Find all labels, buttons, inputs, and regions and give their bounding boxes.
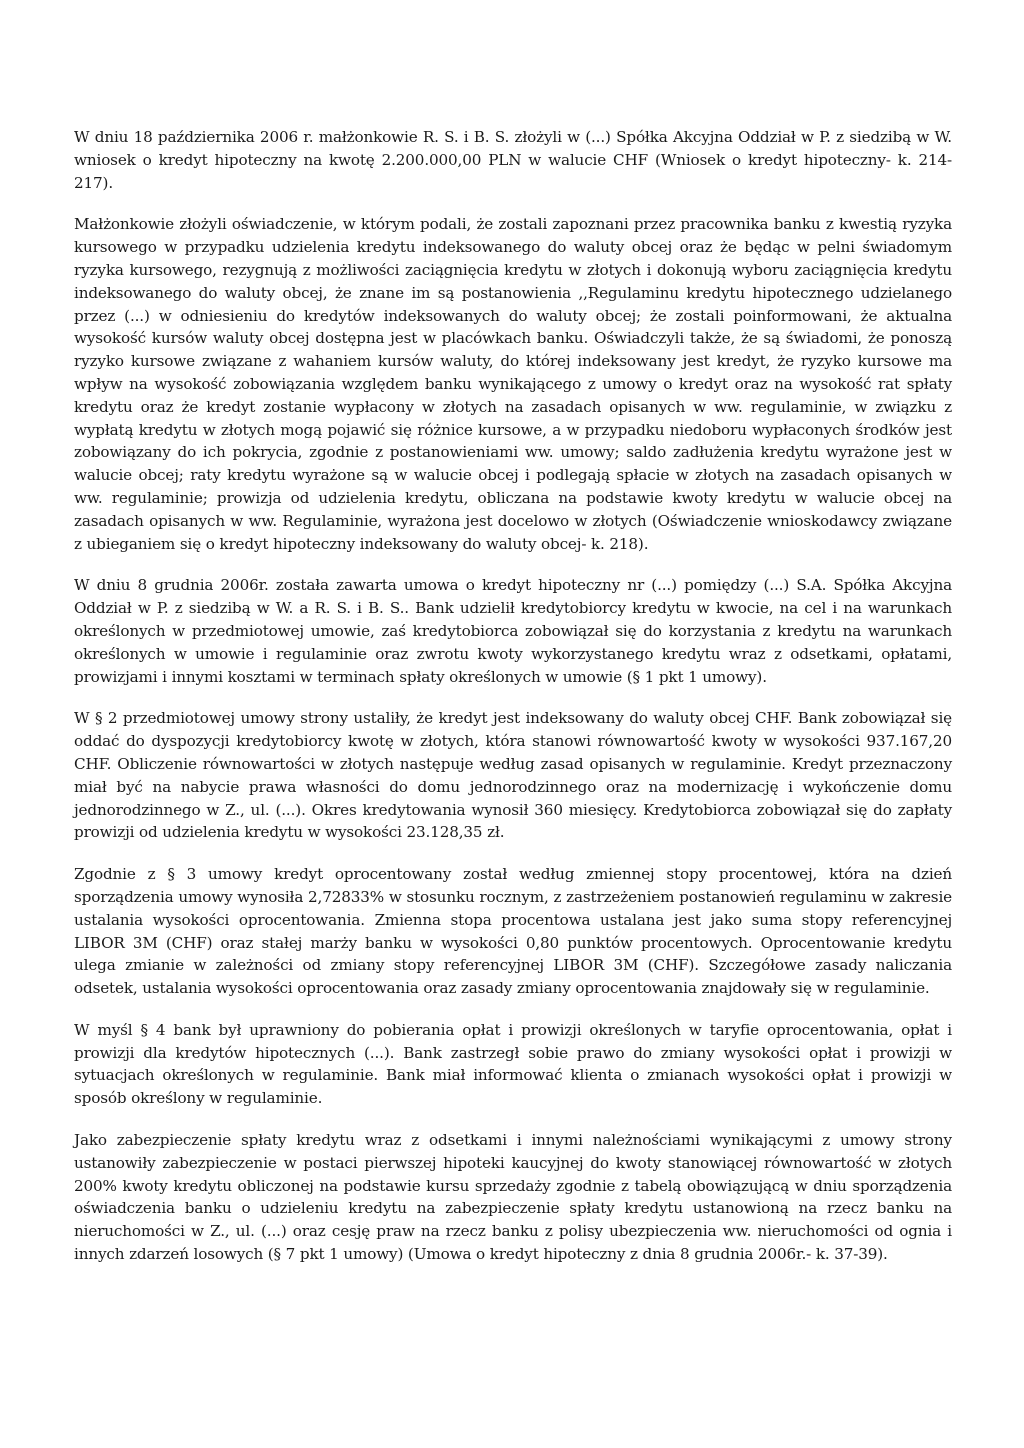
paragraph-contract-conclusion: W dniu 8 grudnia 2006r. została zawarta umowa o kredyt hipoteczny nr (...) pomiędzy (...) S.A. Spółka Akcyjna Oddział w P. z siedzibą w W. a R. S. i B. S.. Bank udzielił kredytobiorcy kredytu w kwocie, na cel i na warunkach określonych w przedmiotowej umowie, zaś kredytobiorca zobowiązał się do korzystania z kredytu na warunkach określonych w umowie i regulaminie oraz zwrotu kwoty wykorzystanego kredytu wraz z odsetkami, opłatami, prowizjami i innymi kosztami w terminach spłaty określonych w umowie (§ 1 pkt 1 umowy). [74, 576, 952, 686]
paragraph-fees: W myśl § 4 bank był uprawniony do pobierania opłat i prowizji określonych w taryfie oprocentowania, opłat i prowizji dla kredytów hipotecznych (...). Bank zastrzegł sobie prawo do zmiany wysokości opłat i prowizji w sytuacjach określonych w regulaminie. Bank miał informować klienta o zmianach wysokości opłat i prowizji w sposób określony w regulaminie. [74, 1020, 952, 1108]
paragraph-declaration: Małżonkowie złożyli oświadczenie, w którym podali, że zostali zapoznani przez pracownika banku z kwestią ryzyka kursowego w przypadku udzielenia kredytu indeksowanego do waluty obcej oraz że będąc w pelni świadomym ryzyka kursowego, rezygnują z możliwości zaciągnięcia kredytu w złotych i dokonują wyboru zaciągnięcia kredytu indeksowanego do waluty obcej, że znane im są postanowienia ,,Regulaminu kredytu hipotecznego udzielanego przez (...) w odniesieniu do kredytów indeksowanych do waluty obcej; że zostali poinformowani, że aktualna wysokość kursów waluty obcej dostępna jest w placówkach banku. Oświadczyli także, że są świadomi, że ponoszą ryzyko kursowe związane z wahaniem kursów waluty, do której indeksowany jest kredyt, że ryzyko kursowe ma wpływ na wysokość zobowiązania względem banku wynikającego z umowy o kredyt oraz na wysokość rat spłaty kredytu oraz że kredyt zostanie wypłacony w złotych na zasadach opisanych w ww. regulaminie, w związku z wypłatą kredytu w złotych mogą pojawić się różnice kursowe, a w przypadku niedoboru wypłaconych środków jest zobowiązany do ich pokrycia, zgodnie z postanowieniami ww. umowy; saldo zadłużenia kredytu wyrażone jest w walucie obcej; raty kredytu wyrażone są w walucie obcej i podlegają spłacie w złotych na zasadach opisanych w ww. regulaminie; prowizja od udzielenia kredytu, obliczana na podstawie kwoty kredytu w walucie obcej na zasadach opisanych w ww. Regulaminie, wyrażona jest docelowo w złotych (Oświadczenie wnioskodawcy związane z ubieganiem się o kredyt hipoteczny indeksowany do waluty obcej- k. 218). [74, 215, 952, 553]
paragraph-interest-rate: Zgodnie z § 3 umowy kredyt oprocentowany został według zmiennej stopy procentowej, która na dzień sporządzenia umowy wynosiła 2,72833% w stosunku rocznym, z zastrzeżeniem postanowień regulaminu w zakresie ustalania wysokości oprocentowania. Zmienna stopa procentowa ustalana jest jako suma stopy referencyjnej LIBOR 3M (CHF) oraz stałej marży banku w wysokości 0,80 punktów procentowych. Oprocentowanie kredytu ulega zmianie w zależności od zmiany stopy referencyjnej LIBOR 3M (CHF). Szczegółowe zasady naliczania odsetek, ustalania wysokości oprocentowania oraz zasady zmiany oprocentowania znajdowały się w regulaminie. [74, 865, 952, 998]
paragraph-security: Jako zabezpieczenie spłaty kredytu wraz z odsetkami i innymi należnościami wynikającymi z umowy strony ustanowiły zabezpieczenie w postaci pierwszej hipoteki kaucyjnej do kwoty stanowiącej równowartość w złotych 200% kwoty kredytu obliczonej na podstawie kursu sprzedaży zgodnie z tabelą obowiązującą w dniu sporządzenia oświadczenia banku o udzieleniu kredytu na zabezpieczenie spłaty kredytu ustanowioną na rzecz banku na nieruchomości w Z., ul. (...) oraz cesję praw na rzecz banku z polisy ubezpieczenia ww. nieruchomości od ognia i innych zdarzeń losowych (§ 7 pkt 1 umowy) (Umowa o kredyt hipoteczny z dnia 8 grudnia 2006r.- k. 37-39). [74, 1131, 952, 1264]
paragraph-application: W dniu 18 października 2006 r. małżonkowie R. S. i B. S. złożyli w (...) Spółka Akcyjna Oddział w P. z siedzibą w W. wniosek o kredyt hipoteczny na kwotę 2.200.000,00 PLN w walucie CHF (Wniosek o kredyt hipoteczny- k. 214- 217). [74, 128, 952, 192]
paragraph-indexation-clause: W § 2 przedmiotowej umowy strony ustaliły, że kredyt jest indeksowany do waluty obcej CHF. Bank zobowiązał się oddać do dyspozycji kredytobiorcy kwotę w złotych, która stanowi równowartość kwoty w wysokości 937.167,20 CHF. Obliczenie równowartości w złotych następuje według zasad opisanych w regulaminie. Kredyt przeznaczony miał być na nabycie prawa własności do domu jednorodzinnego oraz na modernizację i wykończenie domu jednorodzinnego w Z., ul. (...). Okres kredytowania wynosił 360 miesięcy. Kredytobiorca zobowiązał się do zapłaty prowizji od udzielenia kredytu w wysokości 23.128,35 zł. [74, 709, 952, 842]
document-page [74, 126, 952, 1285]
